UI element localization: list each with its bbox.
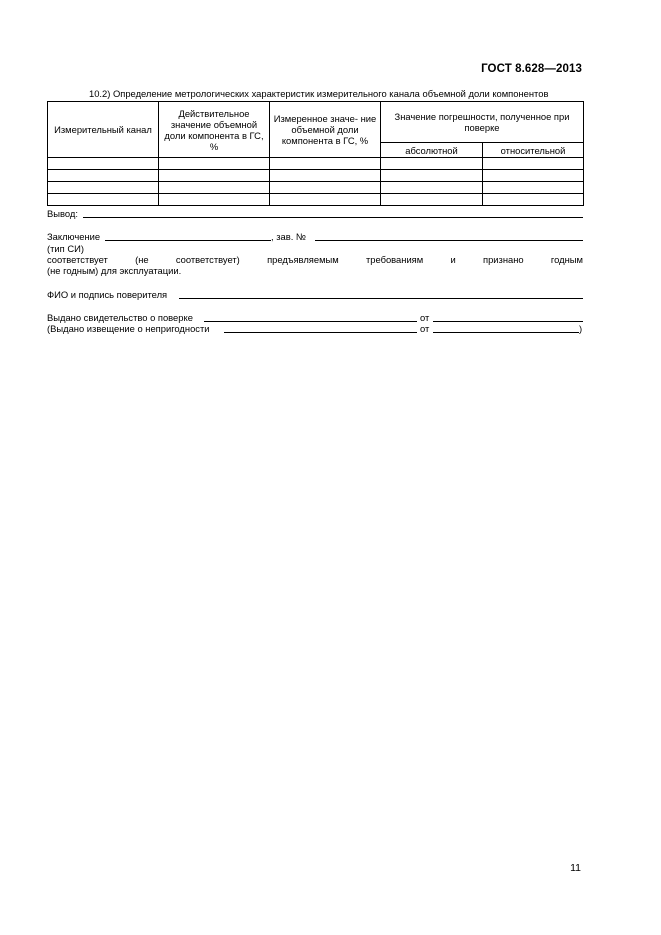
zakl-label: Заключение: [47, 231, 101, 242]
notice-from-label: от: [420, 323, 430, 334]
conclusion-label: Вывод:: [47, 208, 78, 219]
si-type-field[interactable]: [105, 240, 271, 241]
table-cell[interactable]: [381, 194, 483, 206]
table-row: [48, 182, 584, 194]
table-cell[interactable]: [48, 170, 159, 182]
notice-close-paren: ): [579, 323, 583, 334]
certificate-label: Выдано свидетельство о поверке: [47, 312, 193, 323]
si-type-caption: (тип СИ): [47, 243, 84, 254]
table-cell[interactable]: [483, 182, 584, 194]
table-row: [48, 194, 584, 206]
header-relative: относительной: [483, 143, 584, 158]
table-cell[interactable]: [270, 170, 381, 182]
header-measured-value: Измеренное значе- ние объемной доли компонента в ГС, %: [270, 102, 381, 158]
compliance-statement: [47, 254, 583, 265]
verifier-label: ФИО и подпись поверителя: [47, 289, 168, 300]
table-cell[interactable]: [48, 158, 159, 170]
verifier-signature-field[interactable]: [179, 298, 583, 299]
statement-word: (не: [135, 254, 149, 265]
page-number: 11: [570, 862, 581, 874]
statement-word: признано: [483, 254, 524, 265]
statement-word: соответствует: [47, 254, 108, 265]
table-cell[interactable]: [159, 194, 270, 206]
certificate-date-field[interactable]: [433, 321, 583, 322]
certificate-number-field[interactable]: [204, 321, 417, 322]
notice-date-field[interactable]: [433, 332, 579, 333]
section-caption: 10.2) Определение метрологических характеристик измерительного канала объемной доли компонентов: [89, 88, 549, 99]
certificate-from-label: от: [420, 312, 430, 323]
statement-word: и: [450, 254, 456, 265]
table-cell[interactable]: [270, 182, 381, 194]
table-cell[interactable]: [48, 194, 159, 206]
table-row: [48, 158, 584, 170]
table-cell[interactable]: [381, 158, 483, 170]
statement-word: требованиям: [365, 254, 424, 265]
statement-word: годным: [550, 254, 583, 265]
serial-number-field[interactable]: [315, 240, 583, 241]
table-cell[interactable]: [270, 194, 381, 206]
statement-word: соответствует): [175, 254, 240, 265]
measurement-table: [47, 101, 584, 206]
conclusion-field[interactable]: [83, 217, 583, 218]
notice-number-field[interactable]: [224, 332, 417, 333]
table-cell[interactable]: [159, 182, 270, 194]
header-error-group: Значение погрешности, полученное при поверке: [381, 102, 584, 143]
table-row: [48, 170, 584, 182]
table-cell[interactable]: [159, 158, 270, 170]
table-cell[interactable]: [381, 170, 483, 182]
table-cell[interactable]: [48, 182, 159, 194]
table-cell[interactable]: [483, 158, 584, 170]
notice-label: (Выдано извещение о непригодности: [47, 323, 210, 334]
header-channel: Измерительный канал: [48, 102, 159, 158]
header-actual-value: Действительное значение объемной доли компонента в ГС, %: [159, 102, 270, 158]
table-cell[interactable]: [381, 182, 483, 194]
statement-word: предъявляемым: [267, 254, 339, 265]
table-cell[interactable]: [159, 170, 270, 182]
serial-label: , зав. №: [271, 231, 306, 242]
table-cell[interactable]: [483, 170, 584, 182]
table-cell[interactable]: [483, 194, 584, 206]
standard-number: ГОСТ 8.628—2013: [481, 63, 582, 75]
table-cell[interactable]: [270, 158, 381, 170]
header-absolute: абсолютной: [381, 143, 483, 158]
statement-tail: (не годным) для эксплуатации.: [47, 265, 182, 276]
